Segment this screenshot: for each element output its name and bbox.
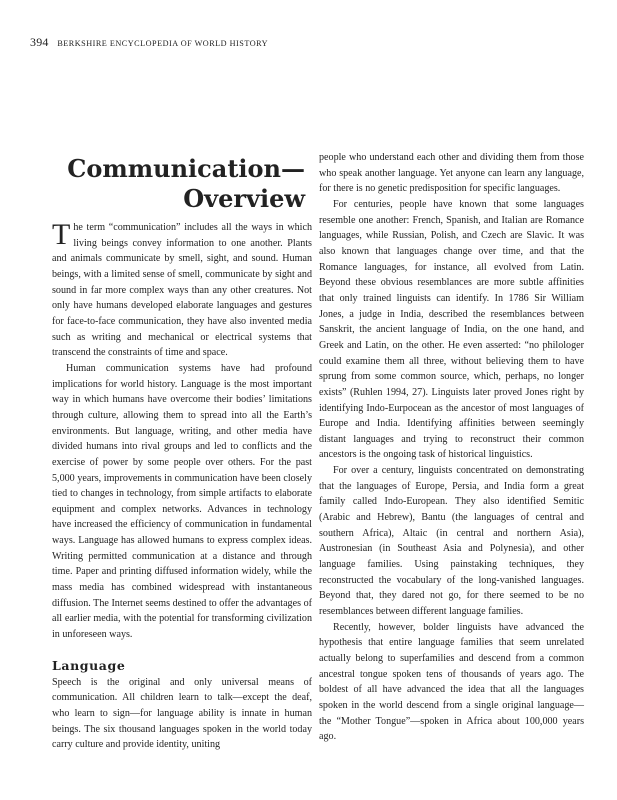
intro-paragraph-1-text: he term “communication” includes all the ways in which living beings convey information to one another. Plants and animals communicate by smell, sight, and sound. Human beings, with a limited sense of smell, communicate by sight and sound in far more complex ways than any other creatures. Not only have humans developed elaborate languages and gestures for face-to-face communication, they have also invented media such as writing and mechanical or electrical systems that transcend the constraints of time and space. [52, 222, 312, 359]
intro-paragraph-2: Human communication systems have had profound implications for world history. Language is the most important way in which humans have overcome their bodies’ limitations through culture, allowing them to spread into all the Earth’s environments. But language, writing, and other media have divided humans into rival groups and led to conflicts and the exercise of power by some people over others. For the past 5,000 years, improvements in communication have been closely tied to changes in technology, from simple artifacts to elaborate equipment and complex networks. Advances in technology have increased the efficiency of communication in fundamental ways. Language has allowed humans to express complex ideas. Writing permitted communication at a distance and through time. Paper and printing diffused information widely, while the mass media has combined widespread with instantaneous diffusion. The Internet seems destined to offer the advantages of all earlier media, with the potential for transforming civilization in unforeseen ways. [52, 362, 312, 641]
left-column [52, 220, 312, 753]
running-header [30, 35, 268, 50]
section-heading-language: Language [52, 657, 126, 673]
right-paragraph-1: people who understand each other and dividing them from those who speak another language. Yet anyone can learn any language, for there is no genetic predisposition for specific languages. [319, 152, 584, 195]
title-line-1: Communication— [67, 154, 305, 183]
drop-cap: T [52, 218, 71, 251]
title-line-2: Overview [183, 184, 305, 213]
language-paragraph-1: Speech is the original and only universal means of communication. All children learn to talk—except the deaf, who learn to sign—for language ability is innate in human beings. The six thousand languages spoken in the world today carry culture and provide identity, uniting [52, 676, 312, 751]
running-title: BERKSHIRE ENCYCLOPEDIA OF WORLD HISTORY [57, 39, 269, 48]
right-paragraph-4: Recently, however, bolder linguists have advanced the hypothesis that entire language families that seem unrelated actually belong to superfamilies and descend from a common ancestral tongue spoken tens of thousands of years ago. The boldest of all have advanced the idea that all the languages spoken in the world descend from a single original language—the “Mother Tongue”—spoken in Africa about 100,000 years ago. [319, 621, 584, 743]
right-column [319, 150, 584, 745]
right-paragraph-2: For centuries, people have known that some languages resemble one another: French, Spanish, and Italian are Romance languages, while Russian, Polish, and Czech are Slavic. It was also known that languages change over time, and that the Romance languages, for instance, all evolved from Latin. Beyond these obvious resemblances are more subtle affinities that only trained linguists can identify. In 1786 Sir William Jones, a judge in India, described the resemblances between Sanskrit, the ancient language of India, on the one hand, and Greek and Latin, on the other. He even asserted: “no philologer could examine them all three, without believing them to have sprung from some common source, which, perhaps, no longer exists” (Ruhlen 1994, 27). Linguists later proved Jones right by identifying Indo-Eurpocean as the ancestor of most languages of Europe and India. Identifying affinities between seemingly distant languages and trying to reconstruct their common ancestors is the ongoing task of historical linguistics. [319, 198, 584, 461]
right-paragraph-3: For over a century, linguists concentrated on demonstrating that the languages of Europe, Persia, and India form a great family called Indo-European. They also identified Semitic (Arabic and Hebrew), Bantu (the languages of central and southern Africa), Altaic (in central and northern Asia), Austronesian (in Southeast Asia and Polynesia), and other language families. Using painstaking techniques, they reconstructed the vocabulary of the long-vanished languages. Beyond that, they dared not go, for there seemed to be no resemblances between different language families. [319, 465, 584, 618]
article-title [67, 154, 305, 214]
intro-paragraph-1 [52, 220, 312, 361]
page-number: 394 [30, 35, 49, 49]
